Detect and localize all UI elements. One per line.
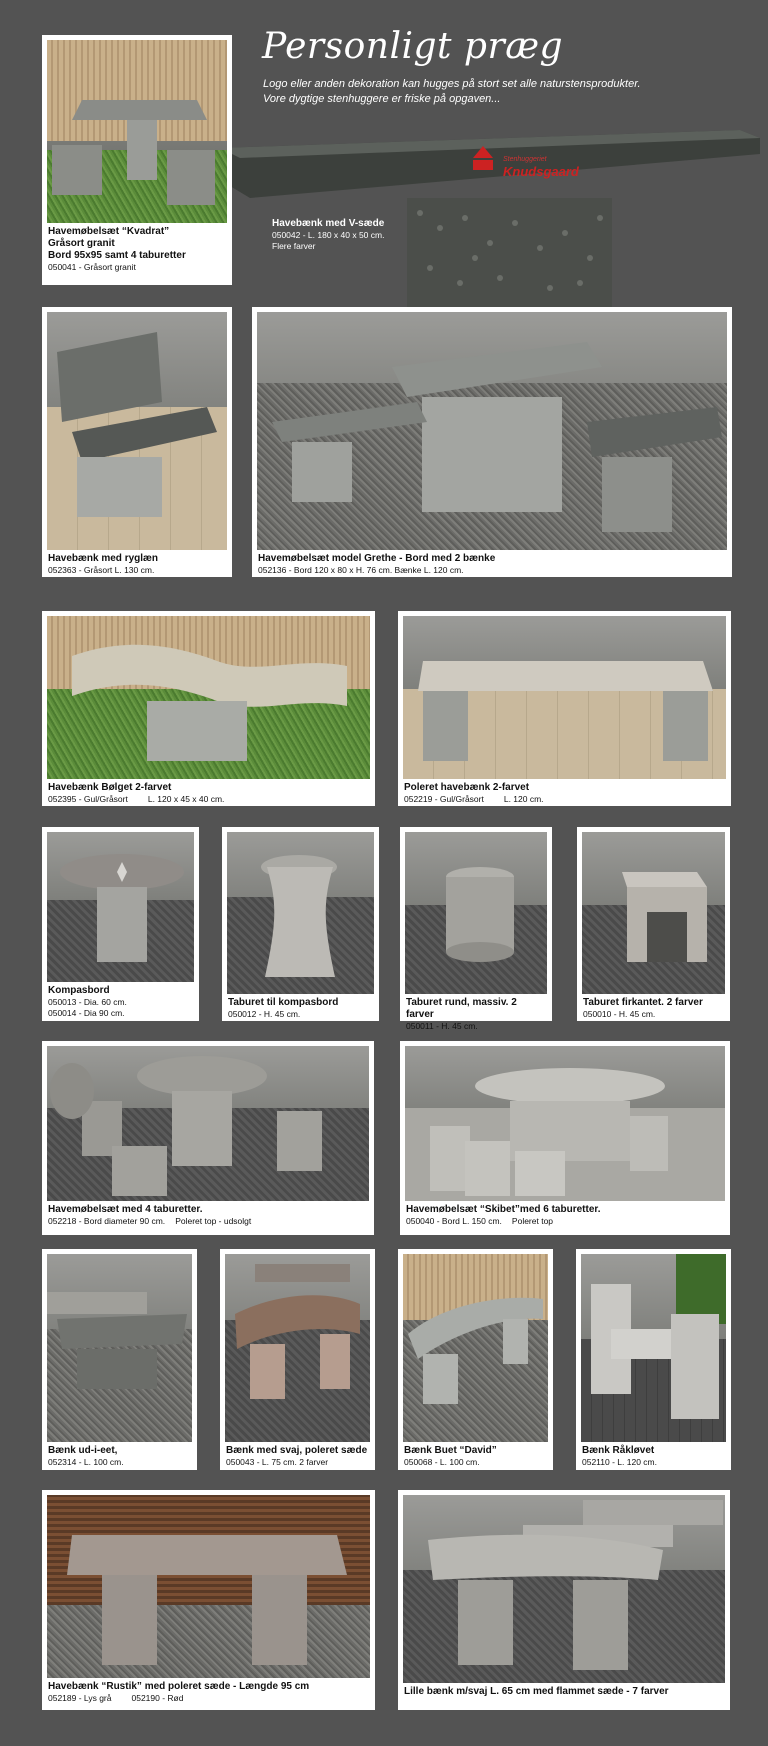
- product-title: Bænk Råkløvet: [582, 1445, 655, 1456]
- product-title: Havebænk “Rustik” med poleret sæde - Længde 95 cm: [48, 1681, 310, 1692]
- product-number: 052218 - Bord diameter 90 cm.: [48, 1216, 166, 1226]
- product-detail: 050012 - H. 45 cm.: [228, 1009, 301, 1019]
- product-photo: [225, 1254, 370, 1442]
- product-card-rustik: [42, 1490, 375, 1710]
- product-number: 052395 - Gul/Gråsort: [48, 794, 128, 804]
- subtitle-line: Vore dygtige stenhuggere er friske på opgaven...: [263, 93, 501, 105]
- product-card-grethe: [252, 307, 732, 577]
- hero-logo-name: Knudsgaard: [503, 164, 579, 179]
- product-note: Poleret top: [511, 1216, 554, 1226]
- product-title: Havemøbelsæt med 4 taburetter.: [48, 1204, 203, 1215]
- product-card-bolget: [42, 611, 375, 806]
- product-detail: 052314 - L. 100 cm.: [48, 1457, 124, 1467]
- product-detail: 050014 - Dia 90 cm.: [48, 1008, 125, 1018]
- product-number: 052219 - Gul/Gråsort: [404, 794, 484, 804]
- product-card-taburet-rund: [400, 827, 552, 1031]
- page-subtitle: [263, 77, 683, 107]
- product-title: Havemøbelsæt model Grethe - Bord med 2 bænke: [258, 553, 496, 564]
- product-title: Havemøbelsæt “Kvadrat”: [48, 226, 170, 237]
- product-title: Bænk ud-i-eet,: [48, 1445, 118, 1456]
- product-card-fire-taburetter: [42, 1041, 374, 1235]
- hero-logo-top: Stenhuggeriet: [503, 156, 547, 163]
- product-photo: [47, 40, 227, 223]
- product-detail: [48, 1693, 370, 1704]
- product-card-david: [398, 1249, 553, 1470]
- product-title: Havebænk med ryglæn: [48, 553, 159, 564]
- product-photo: [581, 1254, 726, 1442]
- product-photo: [405, 832, 547, 994]
- product-card-poleret: [398, 611, 731, 806]
- product-photo: [582, 832, 725, 994]
- product-title: Kompasbord: [48, 985, 110, 996]
- product-number: 052189 - Lys grå: [48, 1693, 112, 1703]
- product-card-raklovet: [576, 1249, 731, 1470]
- product-title: Taburet til kompasbord: [228, 997, 339, 1008]
- product-title: Bænk Buet “David”: [404, 1445, 497, 1456]
- product-size: L. 120 x 45 x 40 cm.: [147, 794, 225, 804]
- product-title: Bænk med svaj, poleret sæde: [226, 1445, 368, 1456]
- product-card-taburet-firkant: [577, 827, 730, 1021]
- v-bench-illustration: [220, 118, 760, 308]
- product-card-skibet: [400, 1041, 730, 1235]
- product-number: 052190 - Rød: [131, 1693, 184, 1703]
- product-photo: [47, 616, 370, 779]
- product-card-lille-baenk: [398, 1490, 730, 1710]
- product-detail: 052363 - Gråsort L. 130 cm.: [48, 565, 155, 575]
- product-photo: [403, 616, 726, 779]
- product-card-svaj-poleret: [220, 1249, 375, 1470]
- product-detail: [406, 1216, 725, 1227]
- product-number: 050040 - Bord L. 150 cm.: [406, 1216, 502, 1226]
- product-card-taburet-kompas: [222, 827, 379, 1021]
- page-title: Personligt præg: [262, 26, 564, 67]
- hero-caption: [272, 218, 384, 252]
- product-photo: [47, 312, 227, 550]
- product-title: Lille bænk m/svaj L. 65 cm med flammet sæde - 7 farver: [404, 1686, 669, 1697]
- product-detail: 052110 - L. 120 cm.: [582, 1457, 657, 1467]
- product-title: Poleret havebænk 2-farvet: [404, 782, 530, 793]
- product-detail: 050010 - H. 45 cm.: [583, 1009, 656, 1019]
- product-size: L. 120 cm.: [503, 794, 544, 804]
- product-detail: 052136 - Bord 120 x 80 x H. 76 cm. Bænke L. 120 cm.: [258, 565, 464, 575]
- product-photo: [47, 1254, 192, 1442]
- product-detail: [48, 1216, 369, 1227]
- product-title: Havebænk Bølget 2-farvet: [48, 782, 172, 793]
- product-title: Havemøbelsæt “Skibet”med 6 taburetter.: [406, 1204, 601, 1215]
- product-photo: [227, 832, 374, 994]
- product-detail: 050011 - H. 45 cm.: [406, 1021, 478, 1031]
- product-photo: [403, 1495, 725, 1683]
- product-title: Bord 95x95 samt 4 taburetter: [48, 250, 186, 261]
- product-detail: 050068 - L. 100 cm.: [404, 1457, 480, 1467]
- product-card-ud-i-eet: [42, 1249, 197, 1470]
- product-detail: Flere farver: [272, 241, 316, 251]
- subtitle-line: Logo eller anden dekoration kan hugges på stort set alle naturstensprodukter.: [263, 78, 641, 90]
- product-title: Taburet firkantet. 2 farver: [583, 997, 703, 1008]
- product-photo: [47, 832, 194, 982]
- product-detail: [48, 794, 370, 805]
- product-detail: 050043 - L. 75 cm. 2 farver: [226, 1457, 329, 1467]
- product-detail: [404, 794, 726, 805]
- product-photo: [405, 1046, 725, 1201]
- product-photo: [257, 312, 727, 550]
- product-detail: 050042 - L. 180 x 40 x 50 cm.: [272, 230, 385, 240]
- product-card-kompasbord: [42, 827, 199, 1021]
- product-photo: [47, 1046, 369, 1201]
- product-detail: 050041 - Gråsort granit: [48, 262, 136, 272]
- product-title: Gråsort granit: [48, 238, 115, 249]
- product-detail: 050013 - Dia. 60 cm.: [48, 997, 127, 1007]
- product-card-kvadrat: [42, 35, 232, 285]
- product-title: Havebænk med V-sæde: [272, 218, 385, 229]
- product-photo: [403, 1254, 548, 1442]
- product-title: Taburet rund, massiv. 2 farver: [406, 997, 517, 1020]
- product-photo: [47, 1495, 370, 1678]
- product-card-ryglaen: [42, 307, 232, 577]
- hero-bench-image: [220, 118, 760, 308]
- product-note: Poleret top - udsolgt: [175, 1216, 252, 1226]
